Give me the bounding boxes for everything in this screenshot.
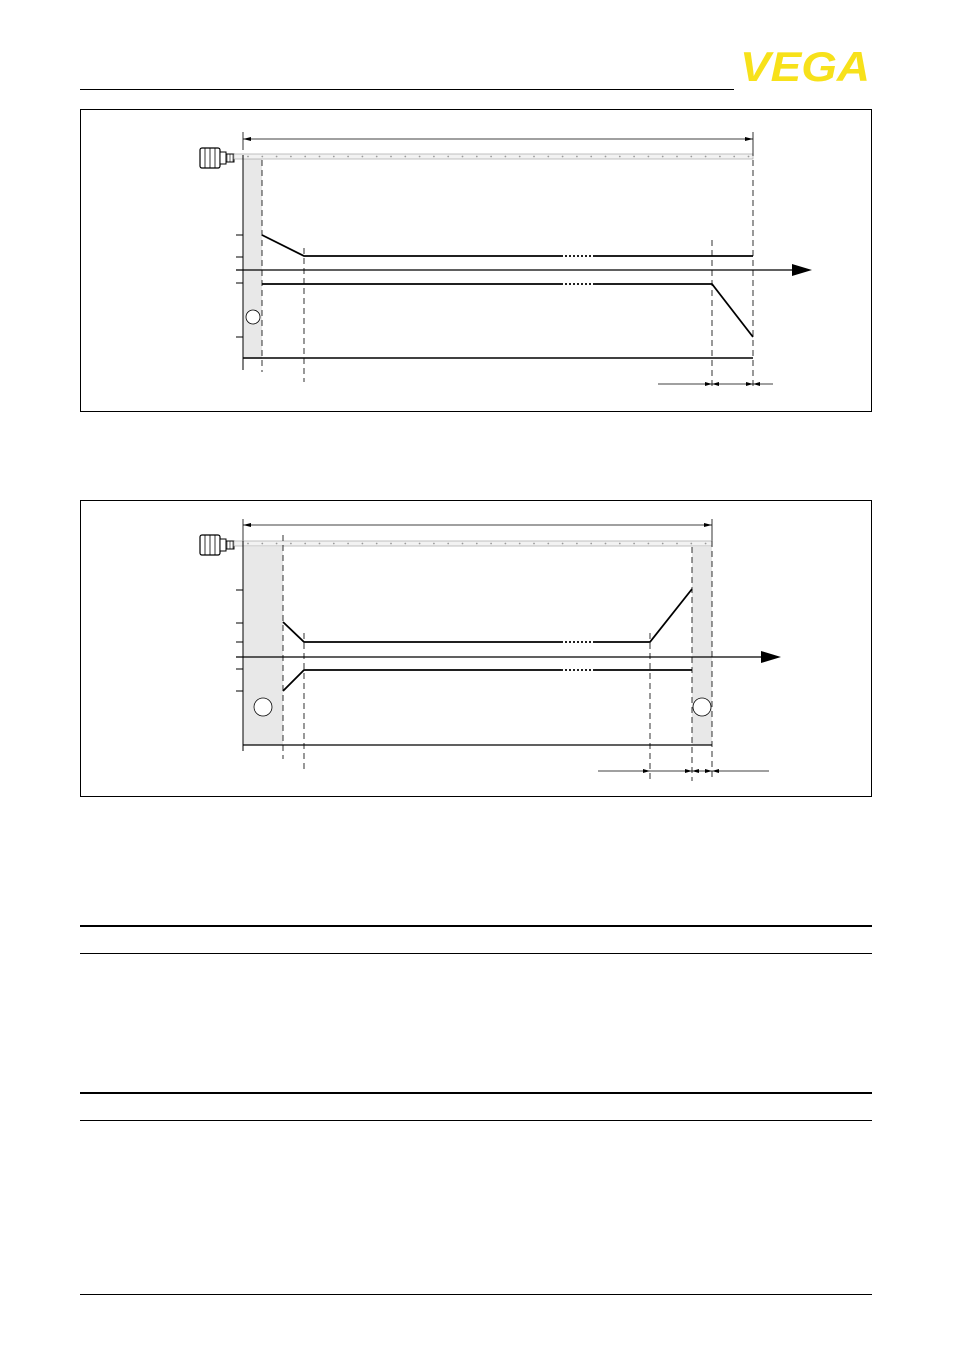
probe-dot xyxy=(519,543,521,545)
logo-text: VEGA xyxy=(740,43,870,90)
probe-dot xyxy=(247,543,249,545)
lower-accuracy-curve xyxy=(283,670,561,691)
probe-dot xyxy=(347,543,349,545)
upper-accuracy-curve xyxy=(283,622,561,642)
sensor-head-icon xyxy=(200,148,234,168)
blocking-zone-shade xyxy=(243,155,262,359)
upper-accuracy-curve xyxy=(262,235,561,256)
probe-dot xyxy=(304,156,306,158)
marker-2 xyxy=(693,698,711,716)
probe-dot xyxy=(333,543,335,545)
probe-dot xyxy=(362,156,364,158)
figure-bottom-diagram xyxy=(81,501,873,798)
probe-dot xyxy=(633,156,635,158)
probe-dot xyxy=(476,543,478,545)
probe-dot xyxy=(404,156,406,158)
footer-rule xyxy=(80,1294,872,1295)
probe-dot xyxy=(476,156,478,158)
probe-dot xyxy=(547,543,549,545)
marker-1 xyxy=(246,310,260,324)
probe-rod xyxy=(234,154,753,159)
probe-dot xyxy=(690,543,692,545)
probe-dot xyxy=(290,156,292,158)
probe-dot xyxy=(576,543,578,545)
probe-dot xyxy=(547,156,549,158)
probe-dot xyxy=(733,156,735,158)
probe-dot xyxy=(533,543,535,545)
probe-dot xyxy=(705,156,707,158)
probe-dot xyxy=(261,543,263,545)
table-1-header-rule xyxy=(80,953,872,954)
probe-dot xyxy=(447,156,449,158)
probe-dot xyxy=(490,156,492,158)
probe-dot xyxy=(505,543,507,545)
probe-dot xyxy=(376,156,378,158)
probe-dot xyxy=(376,543,378,545)
probe-dot xyxy=(319,543,321,545)
figure-bottom xyxy=(80,500,872,797)
probe-dot xyxy=(404,543,406,545)
probe-dot xyxy=(276,156,278,158)
probe-dot xyxy=(619,543,621,545)
probe-dot xyxy=(261,156,263,158)
probe-dot xyxy=(519,156,521,158)
marker-1 xyxy=(254,698,272,716)
probe-dot xyxy=(676,543,678,545)
probe-dot xyxy=(290,543,292,545)
probe-dot xyxy=(419,543,421,545)
probe-dot xyxy=(362,543,364,545)
probe-dot xyxy=(333,156,335,158)
probe-dot xyxy=(433,543,435,545)
probe-dot xyxy=(505,156,507,158)
probe-dot xyxy=(562,543,564,545)
probe-dot xyxy=(648,156,650,158)
probe-dot xyxy=(676,156,678,158)
header-rule xyxy=(80,89,734,90)
probe-dot xyxy=(390,156,392,158)
probe-dot xyxy=(662,156,664,158)
probe-dot xyxy=(576,156,578,158)
probe-dot xyxy=(648,543,650,545)
probe-dot xyxy=(690,156,692,158)
probe-dot xyxy=(433,156,435,158)
probe-dot xyxy=(347,156,349,158)
probe-dot xyxy=(633,543,635,545)
probe-dot xyxy=(590,543,592,545)
x-axis-arrowhead xyxy=(761,651,781,663)
sensor-head-icon xyxy=(200,535,234,555)
probe-dot xyxy=(533,156,535,158)
probe-dot xyxy=(705,543,707,545)
probe-dot xyxy=(562,156,564,158)
probe-dot xyxy=(276,543,278,545)
probe-dot xyxy=(719,156,721,158)
table-2-header-rule xyxy=(80,1120,872,1121)
probe-dot xyxy=(419,156,421,158)
probe-dot xyxy=(590,156,592,158)
table-2-top-rule xyxy=(80,1092,872,1094)
probe-dot xyxy=(619,156,621,158)
figure-top-diagram xyxy=(81,110,873,413)
probe-dot xyxy=(748,156,750,158)
probe-dot xyxy=(447,543,449,545)
probe-dot xyxy=(462,543,464,545)
vega-logo xyxy=(740,43,872,90)
probe-dot xyxy=(662,543,664,545)
probe-dot xyxy=(462,156,464,158)
probe-dot xyxy=(605,543,607,545)
probe-dot xyxy=(390,543,392,545)
probe-dot xyxy=(304,543,306,545)
probe-dot xyxy=(605,156,607,158)
probe-dot xyxy=(319,156,321,158)
figure-top xyxy=(80,109,872,412)
x-axis-arrowhead xyxy=(792,264,812,276)
table-1-top-rule xyxy=(80,925,872,927)
probe-dot xyxy=(490,543,492,545)
probe-dot xyxy=(247,156,249,158)
